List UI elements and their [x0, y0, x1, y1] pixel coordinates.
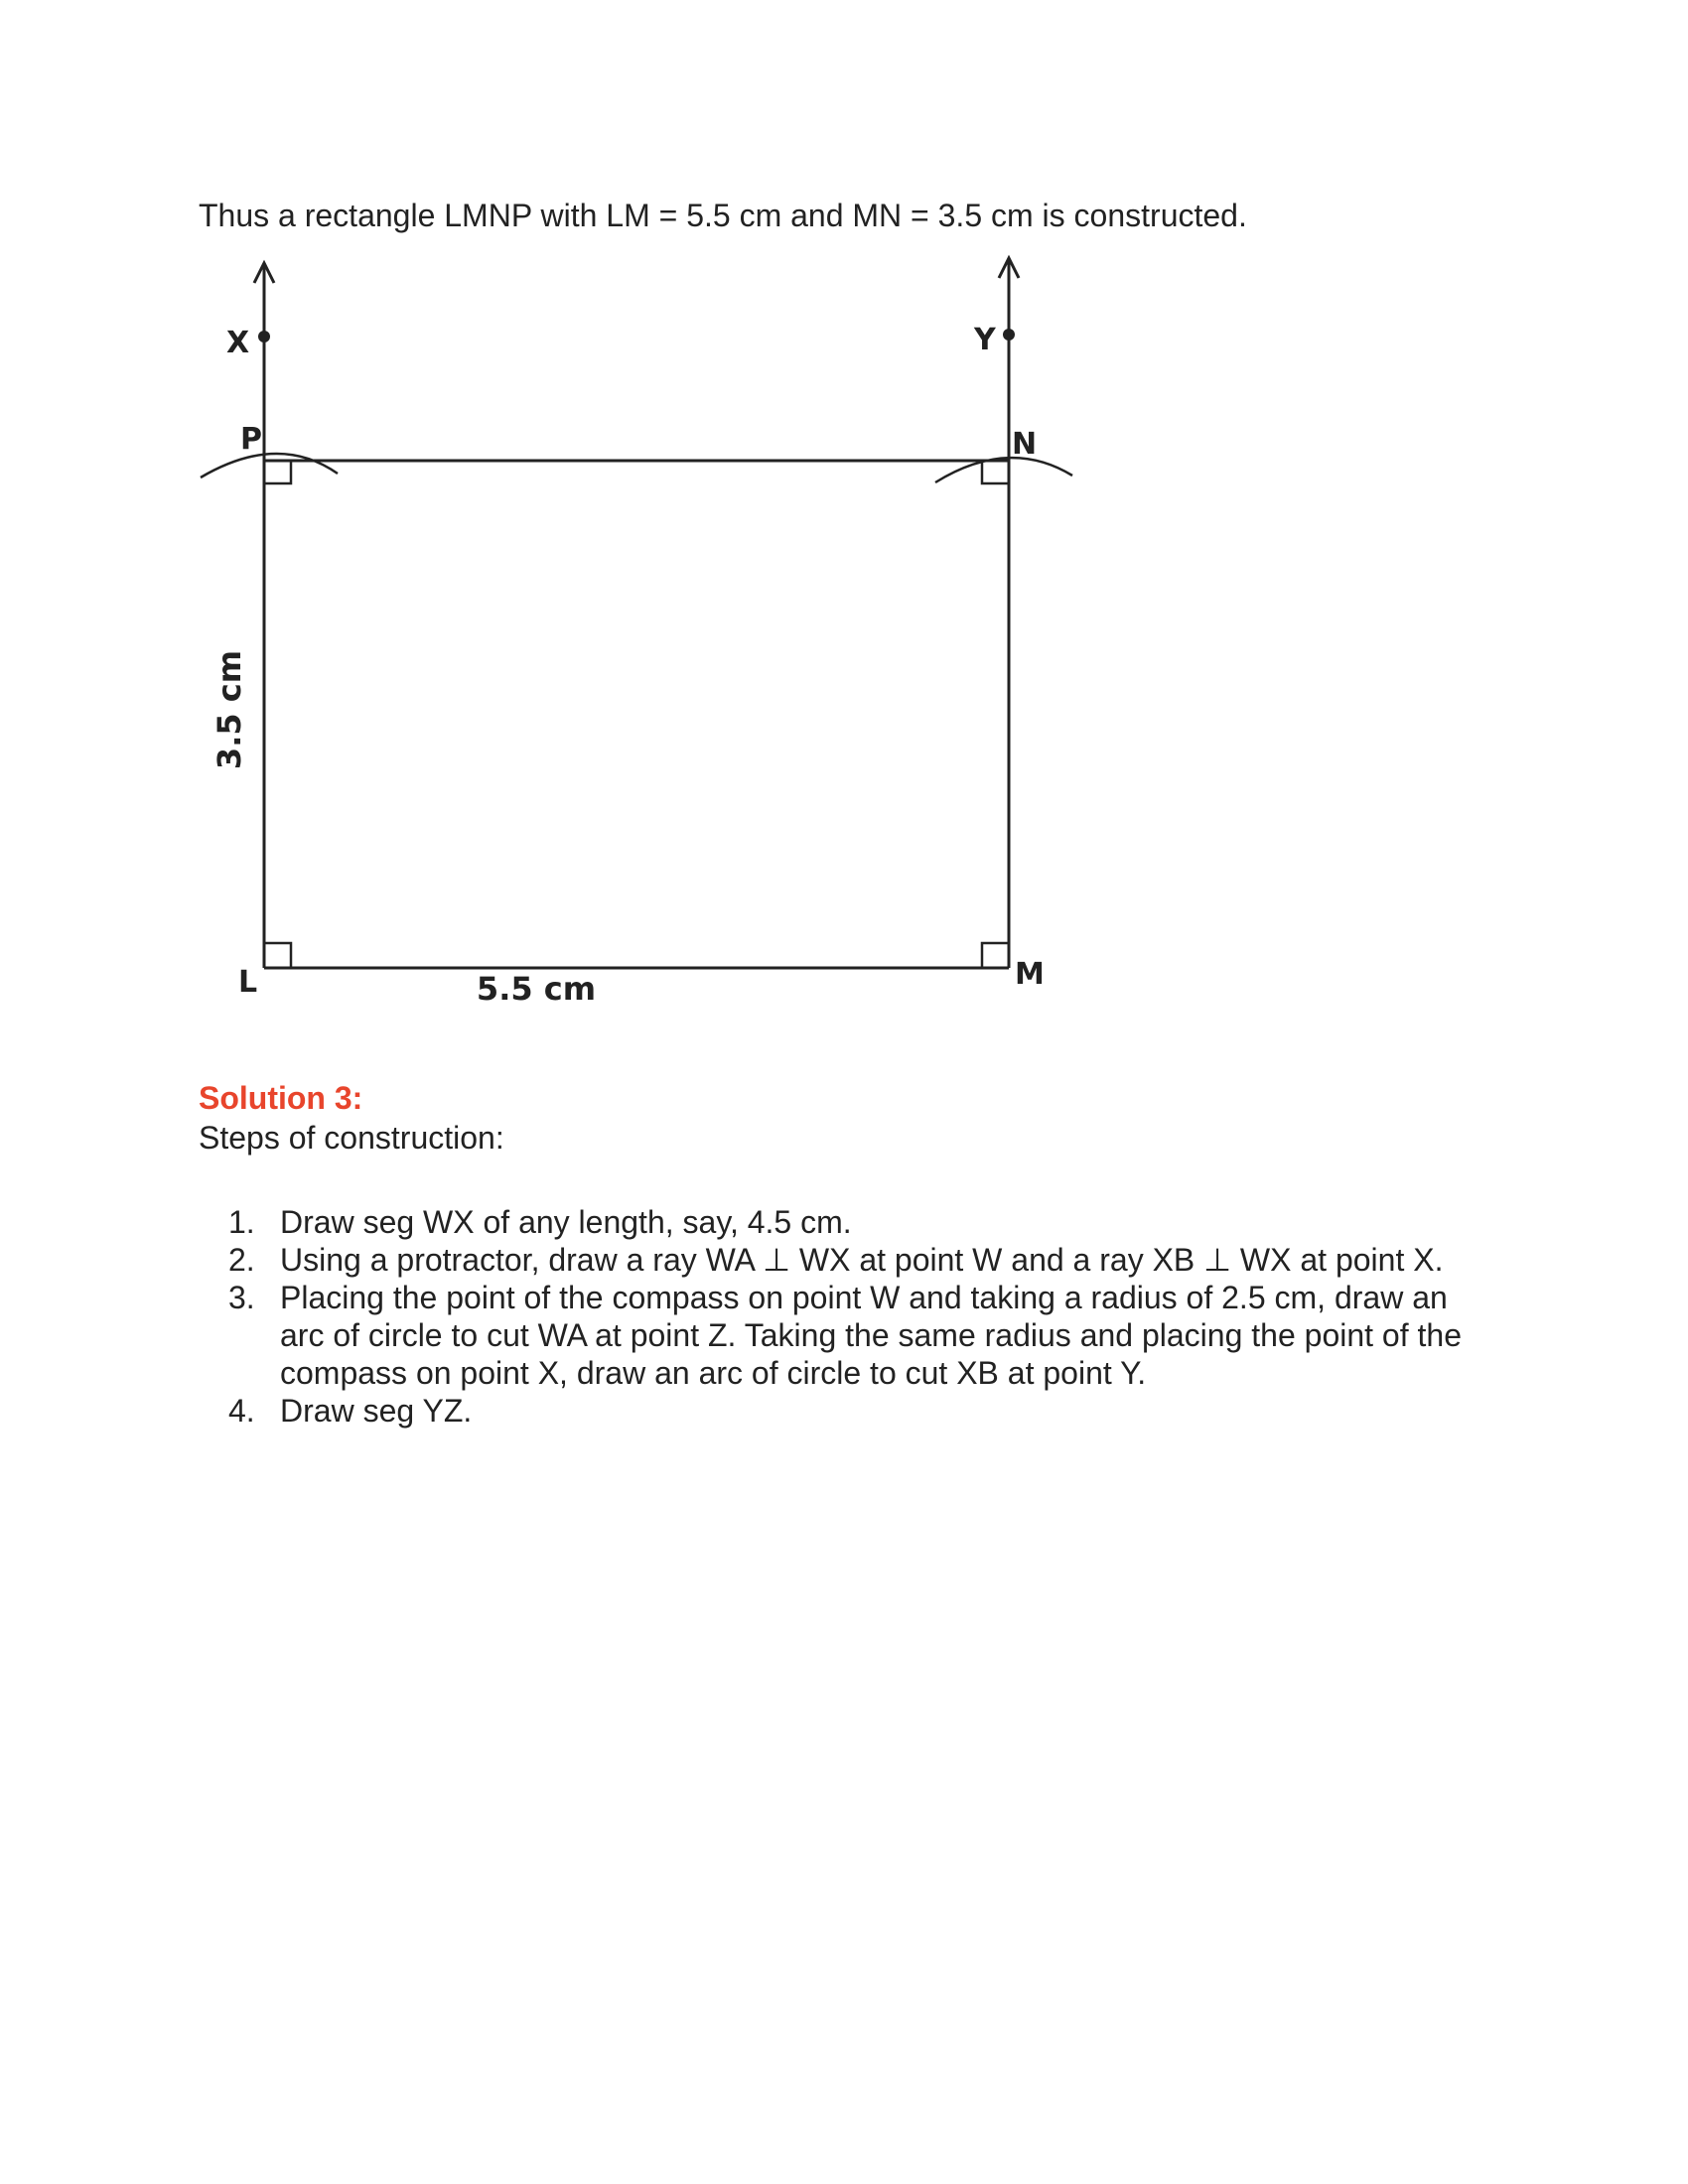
- label-side-lp: 3.5 cm: [211, 649, 248, 770]
- step-text: Placing the point of the compass on point W and taking a radius of 2.5 cm, draw an arc of circle to cut WA at point Z. Taking the same radius and placing the point of the compass on point X, draw an arc of circle to cut XB at point Y.: [280, 1280, 1462, 1391]
- point-y-dot-icon: [1003, 329, 1015, 341]
- label-n: N: [1012, 427, 1038, 462]
- step-number: 1.: [228, 1204, 255, 1240]
- step-text: Draw seg YZ.: [280, 1393, 473, 1429]
- construction-steps-list: [199, 1203, 1489, 1430]
- solution-heading: Solution 3:: [199, 1080, 363, 1116]
- label-l: L: [238, 965, 258, 1000]
- step-item-2: [199, 1241, 1489, 1279]
- label-side-lm: 5.5 cm: [476, 970, 597, 1008]
- solution-subheading: Steps of construction:: [199, 1120, 504, 1156]
- step-item-1: [199, 1203, 1489, 1241]
- label-x: X: [226, 326, 250, 360]
- step-text: Draw seg WX of any length, say, 4.5 cm.: [280, 1204, 852, 1240]
- right-angle-l-icon: [264, 943, 291, 968]
- label-p: P: [240, 422, 262, 457]
- step-item-3: [199, 1279, 1489, 1392]
- label-m: M: [1015, 957, 1045, 992]
- intro-text: Thus a rectangle LMNP with LM = 5.5 cm and MN = 3.5 cm is constructed.: [199, 198, 1247, 233]
- label-y: Y: [974, 323, 996, 357]
- step-number: 2.: [228, 1242, 255, 1278]
- right-angle-p-icon: [264, 461, 291, 483]
- right-angle-n-icon: [982, 461, 1009, 483]
- construction-diagram: [189, 233, 1102, 1027]
- rectangle-construction-figure: [189, 233, 1102, 1027]
- right-angle-m-icon: [982, 943, 1009, 968]
- step-number: 3.: [228, 1280, 255, 1315]
- step-number: 4.: [228, 1393, 255, 1429]
- arc-at-p-icon: [201, 454, 338, 478]
- step-text: Using a protractor, draw a ray WA ⊥ WX at point W and a ray XB ⊥ WX at point X.: [280, 1242, 1444, 1278]
- point-x-dot-icon: [258, 331, 270, 342]
- step-item-4: [199, 1392, 1489, 1430]
